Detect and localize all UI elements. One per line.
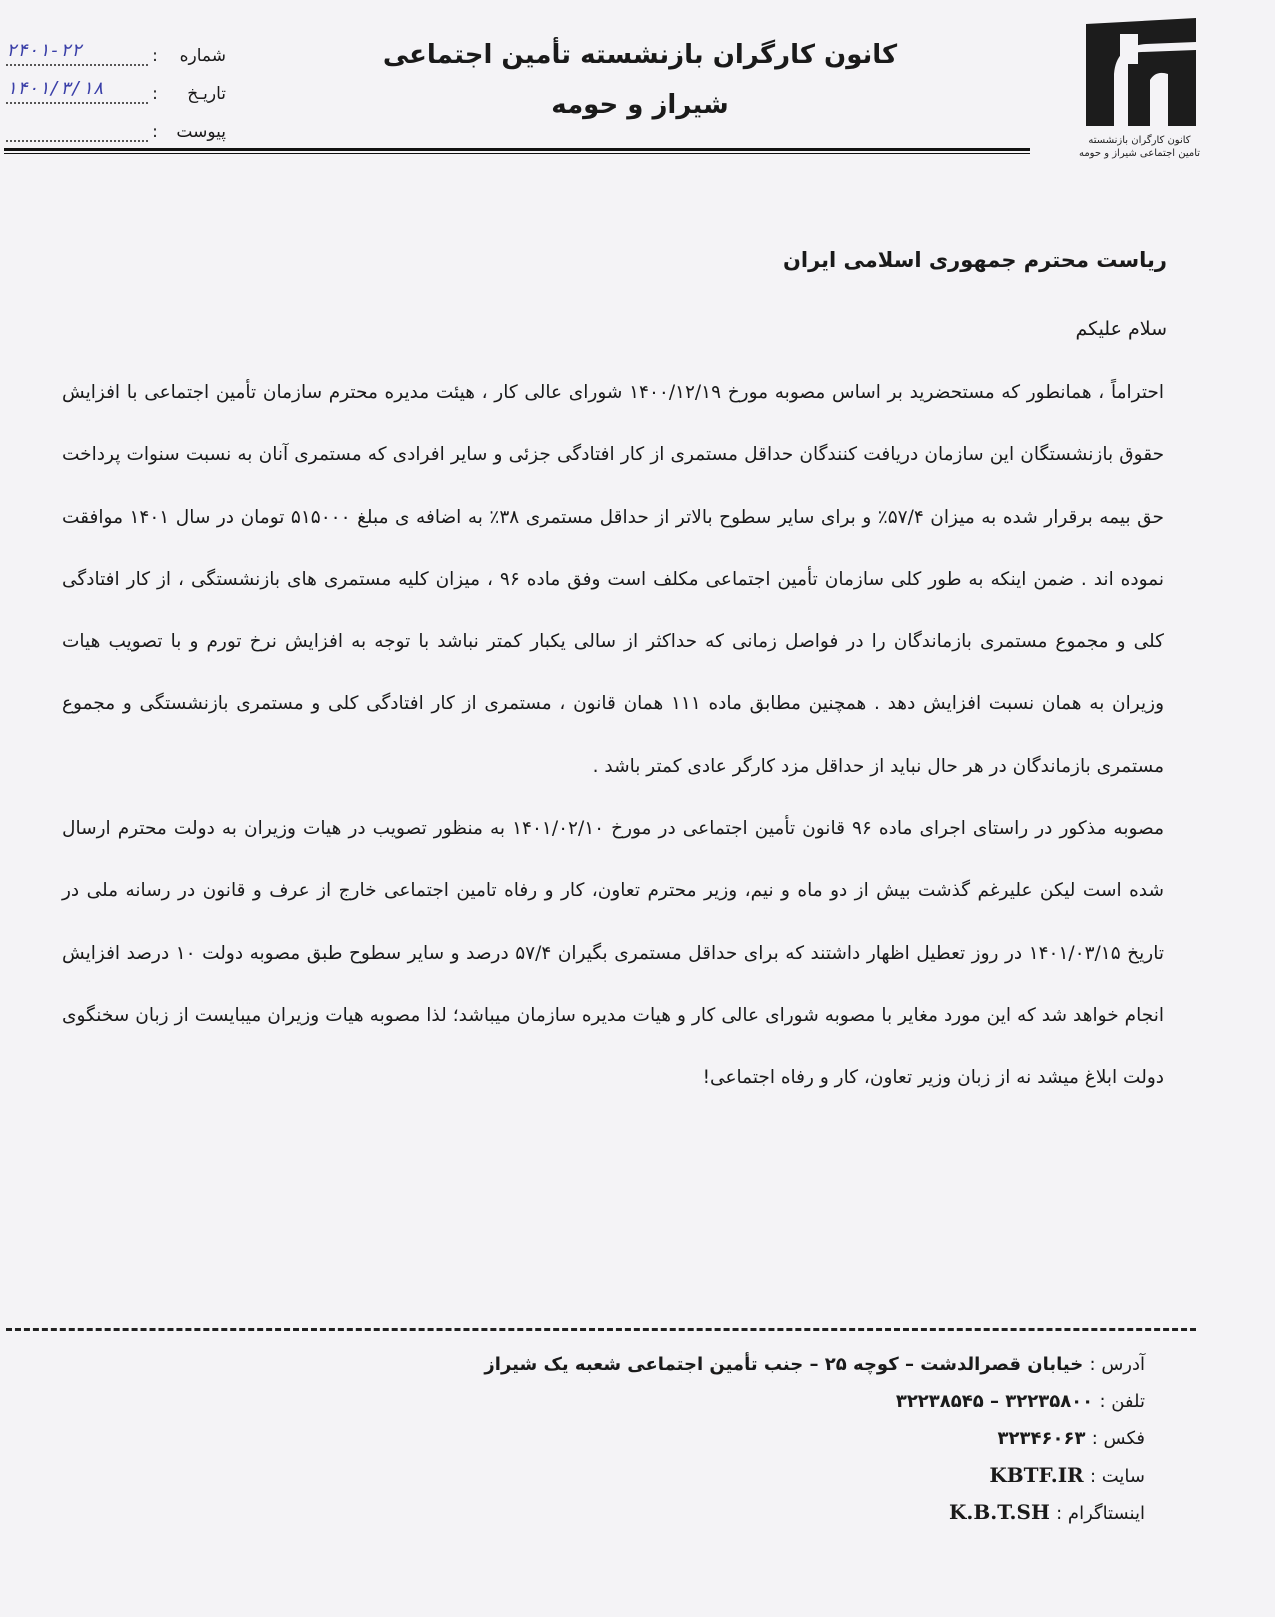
header-divider [4,148,1030,151]
attachment-row [6,104,226,142]
instagram-label: اینستاگرام : [1056,1503,1145,1524]
date-label: تاریـخ [187,84,226,104]
number-row [6,28,226,66]
site-label: سایت : [1089,1466,1145,1487]
fax-label: فکس : [1091,1428,1145,1449]
address-row [484,1346,1145,1383]
site-value: KBTF.IR [989,1463,1084,1487]
date-separator: : [152,84,158,104]
instagram-value: K.B.T.SH [949,1500,1050,1524]
header-divider-thin [4,153,1030,154]
date-row [6,66,226,104]
phone-row [484,1383,1145,1420]
fax-value: ۳۲۳۴۶۰۶۳ [997,1428,1086,1449]
logo-caption-2: تامین اجتماعی شیراز و حومه [1078,148,1201,159]
paragraph-1: احتراماً ، همانطور که مستحضرید بر اساس مصوبه مورخ ۱۴۰۰/۱۲/۱۹ شورای عالی کار ، هیئت مدیره محترم سازمان تأمین اجتماعی با افزایش حقوق بازنشستگان این سازمان دریافت کنندگان حداقل مستمری از کار افتادگی جزئی و سایر افرادی که مستمری آنان به نسبت سنوات پرداخت حق بیمه برقرار شده به میزان ۵۷/۴٪ و برای سایر سطوح بالاتر از حداقل مستمری ۳۸٪ به اضافه ی مبلغ ۵۱۵۰۰۰ تومان در سال ۱۴۰۱ موافقت نموده اند . ضمن اینکه به طور کلی سازمان تأمین اجتماعی مکلف است وفق ماده ۹۶ ، میزان کلیه مستمری های بازنشستگی ، از کار افتادگی کلی و مجموع مستمری بازماندگان را در فواصل زمانی که حداکثر از سالی یکبار کمتر نباشد با توجه به افزایش نرخ تورم و با تصویب هیات وزیران به همان نسبت افزایش دهد . همچنین مطابق ماده ۱۱۱ همان قانون ، مستمری از کار افتادگی کلی و مستمری بازنشستگی و مجموع مستمری بازماندگان در هر حال نباید از حداقل مزد کارگر عادی کمتر باشد . [62,382,1165,777]
attachment-label: پیوست [176,122,226,142]
site-row [484,1457,1145,1494]
fax-row [484,1420,1145,1457]
date-value: ۱۴۰۱/۳/۱۸ [6,78,148,104]
letter-body [62,362,1164,1110]
organization-logo [1062,14,1217,164]
number-separator: : [152,46,158,66]
footer-divider [6,1328,1196,1331]
organization-title [380,30,900,130]
phone-value: ۳۲۲۳۵۸۰۰ – ۳۲۲۳۸۵۴۵ [895,1391,1094,1412]
attachment-separator: : [152,122,158,142]
greeting: سلام علیکم [1075,318,1167,340]
organization-region: شیراز و حومه [551,90,729,120]
recipient: ریاست محترم جمهوری اسلامی ایران [782,248,1167,272]
number-value: ۲۴۰۱-۲۲ [6,40,148,66]
address-label: آدرس : [1089,1354,1145,1375]
contact-info [484,1346,1145,1531]
organization-name: کانون کارگران بازنشسته تأمین اجتماعی [382,40,898,70]
logo-emblem-icon [1076,14,1206,134]
number-label: شماره [179,46,226,66]
instagram-row [484,1494,1145,1531]
attachment-value [6,116,148,142]
letter-meta [6,28,226,142]
phone-label: تلفن : [1099,1391,1145,1412]
logo-caption-1: کانون کارگران بازنشسته [1088,135,1191,146]
address-value: خیابان قصرالدشت – کوچه ۲۵ – جنب تأمین اجتماعی شعبه یک شیراز [484,1354,1084,1375]
paragraph-2: مصوبه مذکور در راستای اجرای ماده ۹۶ قانون تأمین اجتماعی در مورخ ۱۴۰۱/۰۲/۱۰ به منظور تصویب در هیات وزیران به دولت محترم ارسال شده است لیکن علیرغم گذشت بیش از دو ماه و نیم، وزیر محترم تعاون، کار و رفاه تامین اجتماعی خارج از عرف و قانون در رسانه ملی در تاریخ ۱۴۰۱/۰۳/۱۵ در روز تعطیل اظهار داشتند که برای حداقل مستمری بگیران ۵۷/۴ درصد و سایر سطوح طبق مصوبه دولت ۱۰ درصد افزایش انجام خواهد شد که این مورد مغایر با مصوبه شورای عالی کار و هیات مدیره سازمان میباشد؛ لذا مصوبه هیات وزیران میبایست از زبان سخنگوی دولت ابلاغ میشد نه از زبان وزیر تعاون، کار و رفاه اجتماعی! [62,818,1164,1089]
